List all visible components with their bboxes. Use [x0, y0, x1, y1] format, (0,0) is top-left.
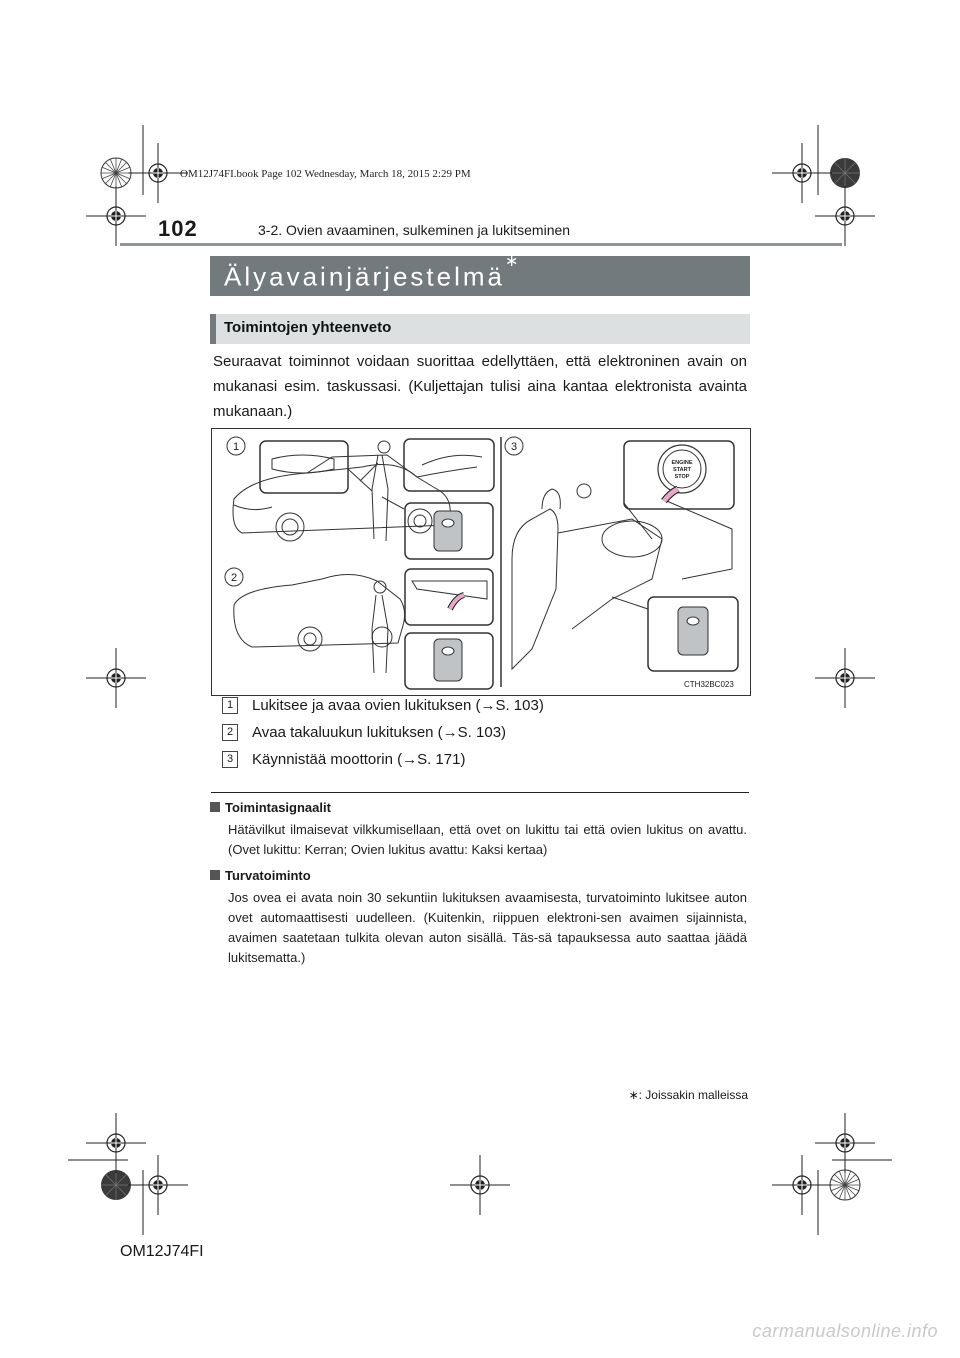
- legend-text: Avaa takaluukun lukituksen (→S. 103): [252, 724, 507, 741]
- button-text-engine: ENGINE: [671, 460, 693, 466]
- note-title-security: [210, 868, 311, 883]
- legend-number: 3: [222, 751, 238, 768]
- bullet-square-icon: [210, 802, 220, 812]
- legend-item-1: [222, 697, 544, 714]
- sub-heading-bar: [210, 314, 750, 344]
- button-text-start: START: [673, 467, 691, 473]
- legend-item-2: [222, 724, 506, 741]
- bullet-square-icon: [210, 870, 220, 880]
- note-title-signals: [210, 800, 331, 815]
- main-heading-bar: [210, 253, 750, 296]
- smart-key-illustration: [211, 428, 751, 696]
- legend-number: 2: [222, 724, 238, 741]
- note-title-text: Turvatoiminto: [225, 868, 311, 883]
- legend-text: Lukitsee ja avaa ovien lukituksen (→S. 103): [252, 697, 544, 714]
- document-code: OM12J74FI: [120, 1243, 204, 1260]
- figure-label-3: 3: [511, 441, 518, 453]
- legend-text: Käynnistää moottorin (→S. 171): [252, 751, 466, 768]
- watermark: carmanualsonline.info: [752, 1321, 938, 1341]
- figure-label-1: 1: [233, 441, 240, 453]
- section-title: 3-2. Ovien avaaminen, sulkeminen ja lukitseminen: [258, 222, 571, 238]
- footnote: ∗: Joissakin malleissa: [628, 1088, 748, 1102]
- sub-heading-accent: [210, 314, 216, 344]
- intro-paragraph: Seuraavat toiminnot voidaan suorittaa edellyttäen, että elektroninen avain on mukanasi esim. taskussasi. (Kuljettajan tulisi aina kantaa elektronista avainta mukanaan.): [213, 353, 747, 420]
- section-divider: [211, 792, 749, 793]
- note-body-signals: Hätävilkut ilmaisevat vilkkumisellaan, että ovet on lukittu tai että ovien lukitus on avattu. (Ovet lukittu: Kerran; Ovien lukitus avattu: Kaksi kertaa): [228, 822, 747, 857]
- sub-heading: Toimintojen yhteenveto: [224, 319, 392, 336]
- figure-label-2: 2: [231, 572, 238, 584]
- note-body-security: Jos ovea ei avata noin 30 sekuntiin lukituksen avaamisesta, turvatoiminto lukitsee auton ovet automaattisesti uudelleen. (Kuitenkin, riippuen elektroni-sen avaimen sijainnista, avaimen saatetaan tulkita olevan auton sisällä. Täs-sä tapauksessa auto saattaa jäädä lukitsematta.): [228, 890, 747, 965]
- legend-number: 1: [222, 697, 238, 714]
- main-heading: [224, 253, 519, 293]
- button-text-stop: STOP: [674, 474, 690, 480]
- note-title-text: Toimintasignaalit: [225, 800, 331, 815]
- figure-code: CTH32BC023: [684, 680, 734, 689]
- main-heading-text: Älyavainjärjestelmä: [224, 261, 505, 292]
- legend-item-3: [222, 751, 465, 768]
- print-info: OM12J74FI.book Page 102 Wednesday, March 18, 2015 2:29 PM: [180, 168, 471, 180]
- page-number: 102: [158, 216, 198, 241]
- header-divider: [120, 243, 842, 246]
- main-heading-mark: ∗: [504, 253, 519, 270]
- illustration-drawing: [212, 429, 750, 695]
